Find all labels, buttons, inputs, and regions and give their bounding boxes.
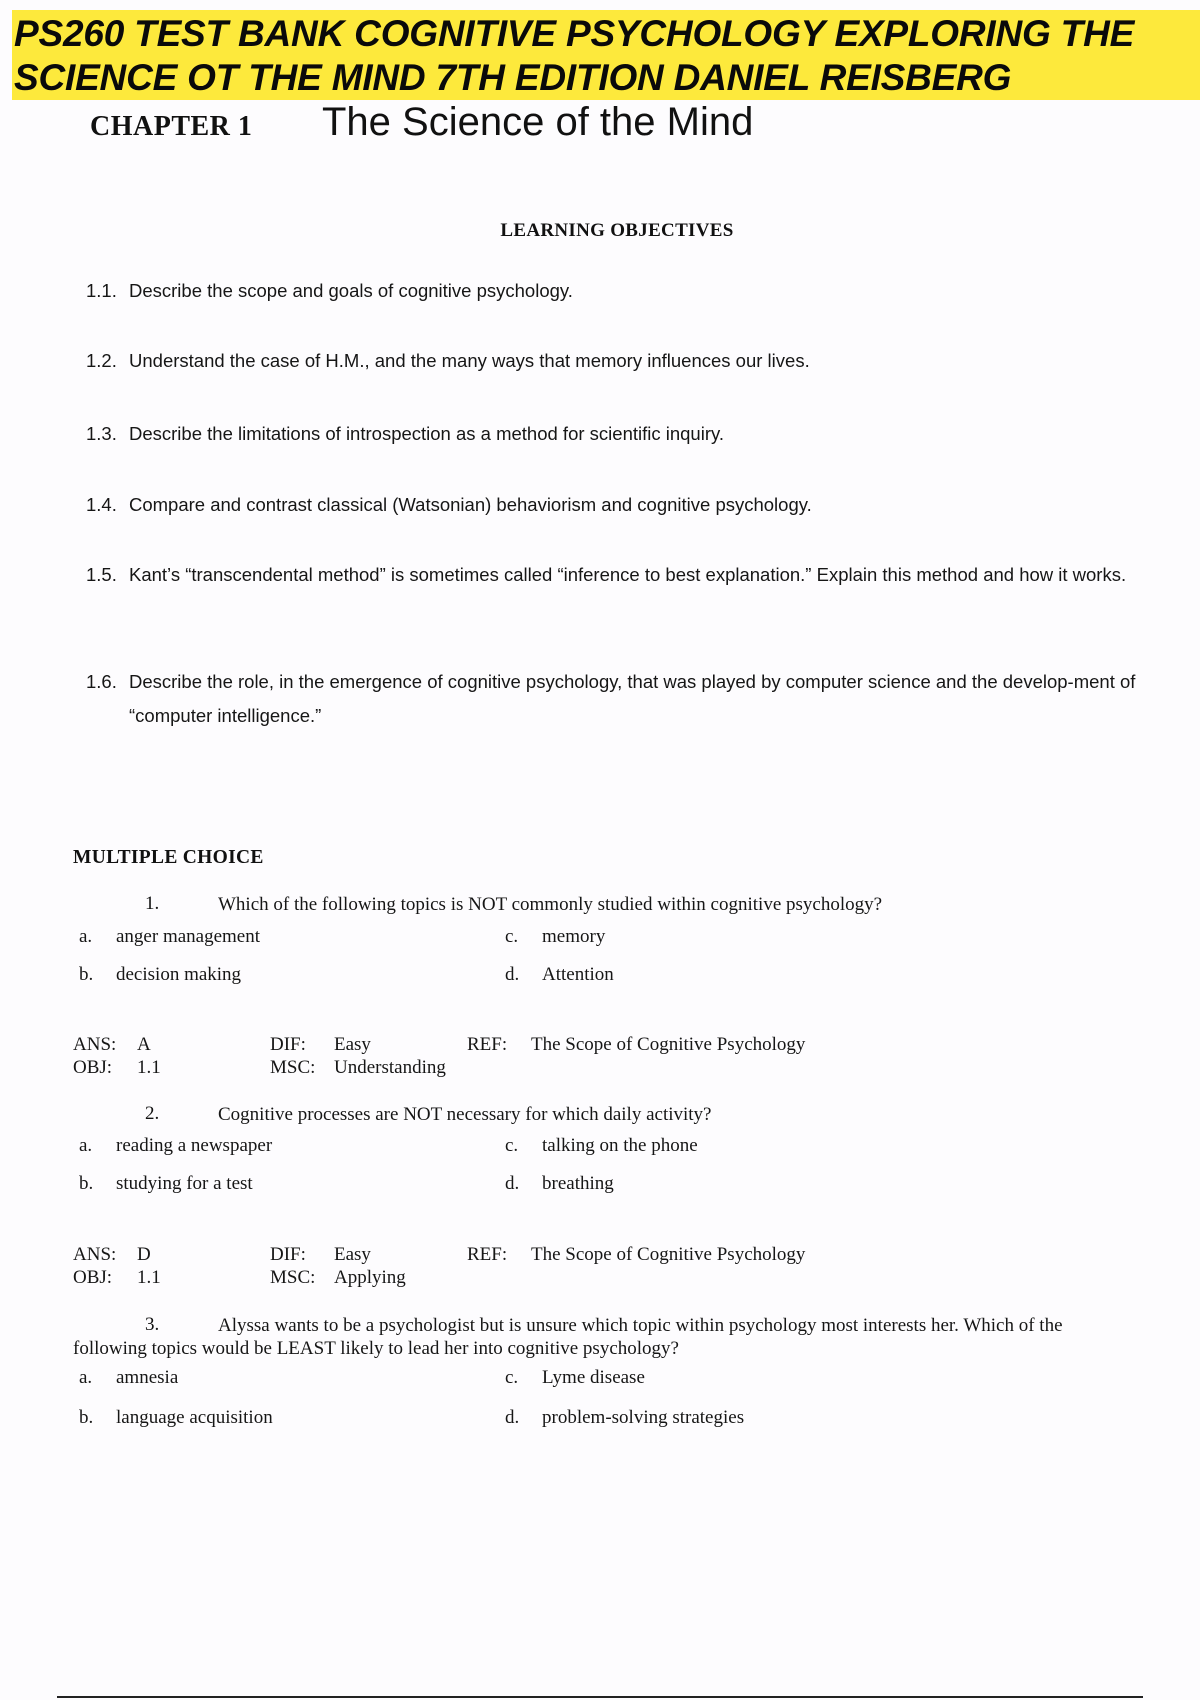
option-letter: c. [505, 1367, 519, 1388]
difficulty-value: Easy [334, 1034, 371, 1055]
objective-item [86, 417, 1176, 451]
reference-value: The Scope of Cognitive Psychology [531, 1244, 806, 1265]
objective-text: Compare and contrast classical (Watsonian) behaviorism and cognitive psychology. [129, 494, 812, 515]
question-number: 2. [145, 1103, 160, 1124]
option-letter: c. [505, 1135, 519, 1156]
answer-option [79, 926, 260, 948]
objective-text: Describe the limitations of introspection as a method for scientific inquiry. [129, 423, 725, 444]
multiple-choice-heading: MULTIPLE CHOICE [73, 847, 264, 868]
objective-number: 1.5. [86, 564, 117, 585]
msc-label: MSC: [270, 1267, 316, 1288]
objective-label: OBJ: [73, 1267, 113, 1288]
option-letter: b. [79, 1407, 94, 1428]
answer-option [505, 926, 605, 948]
option-letter: d. [505, 1173, 520, 1194]
objective-text: Understand the case of H.M., and the many ways that memory influences our lives. [129, 350, 810, 371]
objective-value: 1.1 [137, 1267, 161, 1288]
option-letter: d. [505, 964, 520, 985]
answer-option [505, 1173, 614, 1195]
answer-option [505, 1407, 744, 1429]
option-letter: c. [505, 926, 519, 947]
option-letter: a. [79, 1367, 93, 1388]
option-text: anger management [116, 926, 261, 947]
answer-value: D [137, 1244, 151, 1265]
option-text: reading a newspaper [116, 1135, 273, 1156]
option-text: problem-solving strategies [542, 1407, 745, 1428]
difficulty-label: DIF: [270, 1244, 306, 1265]
option-text: Lyme disease [542, 1367, 645, 1388]
objective-text: Kant’s “transcendental method” is sometimes called “inference to best explanation.” Explain this method and how it works. [129, 564, 1127, 585]
option-letter: a. [79, 1135, 93, 1156]
objective-item [86, 274, 1176, 308]
answer-value: A [137, 1034, 151, 1055]
objective-number: 1.4. [86, 494, 117, 515]
option-letter: b. [79, 1173, 94, 1194]
option-letter: a. [79, 926, 93, 947]
objective-number: 1.3. [86, 423, 117, 444]
objective-number: 1.1. [86, 280, 117, 301]
answer-option [79, 1173, 253, 1195]
msc-value: Understanding [334, 1057, 446, 1078]
option-text: talking on the phone [542, 1135, 698, 1156]
msc-label: MSC: [270, 1057, 316, 1078]
question-text-continued: following topics would be LEAST likely to lead her into cognitive psychology? [73, 1338, 679, 1359]
document-title-line-2: SCIENCE OT THE MIND 7TH EDITION DANIEL REISBERG [14, 57, 1012, 98]
option-letter: b. [79, 964, 94, 985]
page-bottom-rule [57, 1696, 1143, 1698]
objective-number: 1.2. [86, 350, 117, 371]
option-text: breathing [542, 1173, 614, 1194]
question-number: 1. [145, 893, 160, 914]
option-letter: d. [505, 1407, 520, 1428]
objective-text: Describe the scope and goals of cognitive psychology. [129, 280, 573, 301]
reference-label: REF: [467, 1034, 508, 1055]
objective-number: 1.6. [86, 671, 117, 692]
chapter-label: CHAPTER 1 [90, 111, 253, 142]
reference-label: REF: [467, 1244, 508, 1265]
answer-option [505, 1135, 698, 1157]
option-text: amnesia [116, 1367, 179, 1388]
question-number: 3. [145, 1314, 160, 1335]
difficulty-value: Easy [334, 1244, 371, 1265]
option-text: Attention [542, 964, 614, 985]
msc-value: Applying [334, 1267, 406, 1288]
answer-option [79, 1407, 273, 1429]
question-text: Which of the following topics is NOT commonly studied within cognitive psychology? [218, 894, 883, 915]
document-title [14, 12, 1194, 100]
learning-objectives-heading: LEARNING OBJECTIVES [500, 220, 734, 241]
objective-value: 1.1 [137, 1057, 161, 1078]
objective-item [86, 558, 1176, 592]
option-text: memory [542, 926, 606, 947]
objective-item [86, 665, 1176, 733]
document-title-line-1: PS260 TEST BANK COGNITIVE PSYCHOLOGY EXPLORING THE [14, 13, 1135, 54]
difficulty-label: DIF: [270, 1034, 306, 1055]
option-text: decision making [116, 964, 242, 985]
chapter-title: The Science of the Mind [322, 100, 754, 144]
answer-label: ANS: [73, 1034, 117, 1055]
objective-item [86, 344, 1176, 378]
question-text: Alyssa wants to be a psychologist but is unsure which topic within psychology most interests her. Which of the [218, 1315, 1063, 1336]
answer-option [79, 1367, 178, 1389]
option-text: language acquisition [116, 1407, 273, 1428]
reference-value: The Scope of Cognitive Psychology [531, 1034, 806, 1055]
answer-option [505, 1367, 645, 1389]
objective-label: OBJ: [73, 1057, 113, 1078]
objective-text: Describe the role, in the emergence of cognitive psychology, that was played by computer science and the develop-ment of “computer intelligence.” [129, 671, 1136, 726]
answer-option [79, 1135, 272, 1157]
answer-label: ANS: [73, 1244, 117, 1265]
answer-option [505, 964, 614, 986]
objective-item [86, 488, 1176, 522]
option-text: studying for a test [116, 1173, 253, 1194]
answer-option [79, 964, 241, 986]
question-text: Cognitive processes are NOT necessary for which daily activity? [218, 1104, 712, 1125]
